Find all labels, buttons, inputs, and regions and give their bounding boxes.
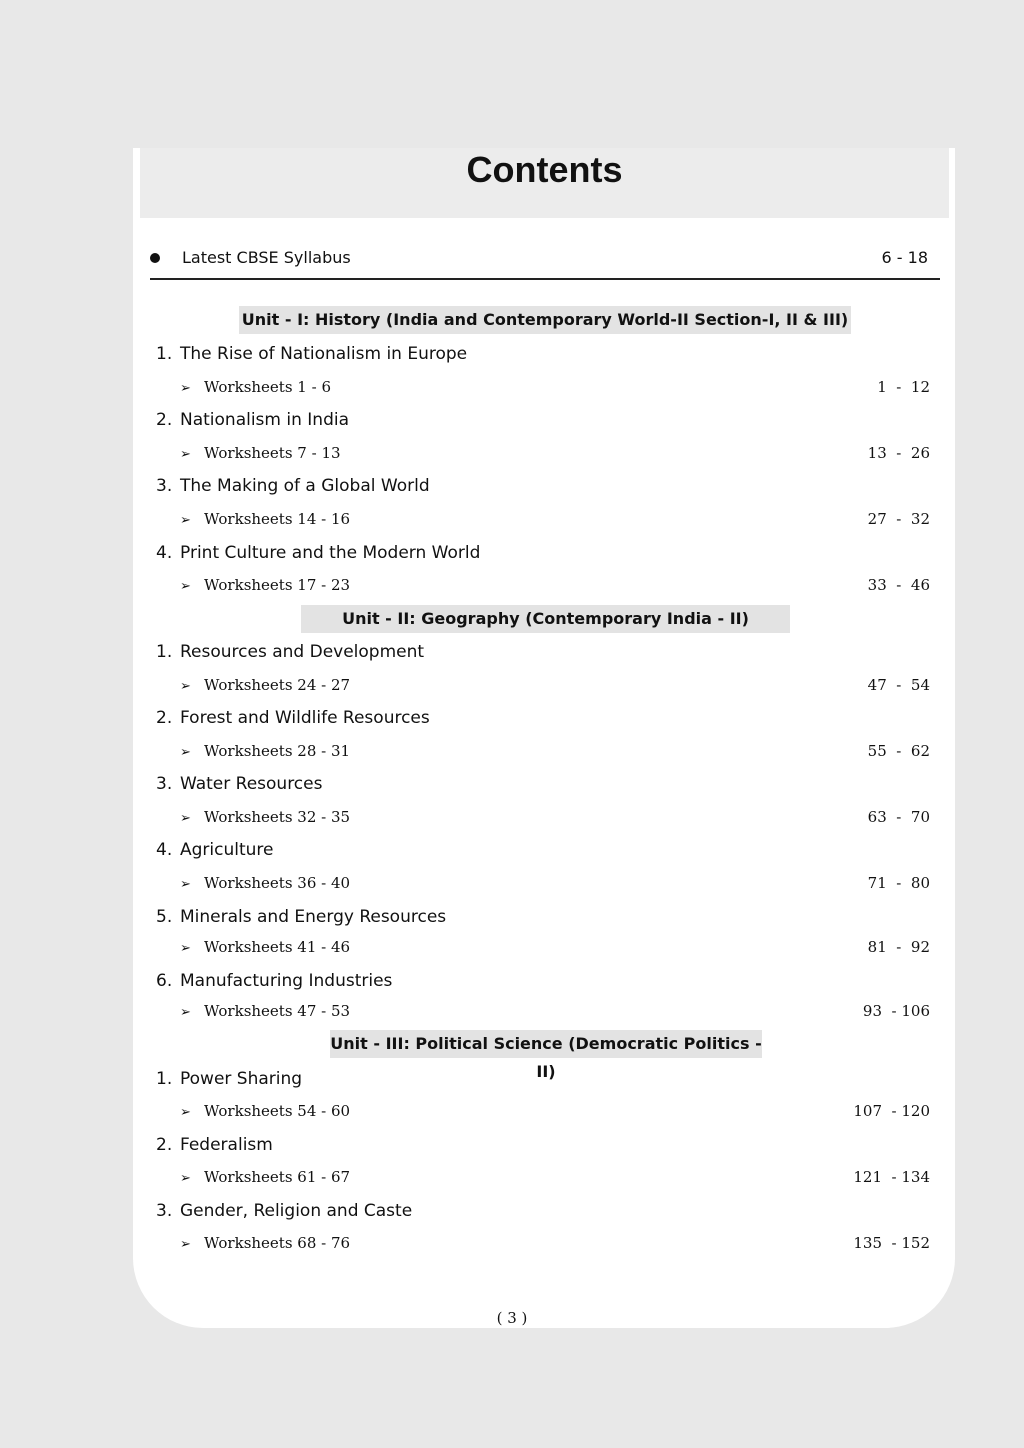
worksheet-row: ➢ Worksheets 36 - 40 71 - 80 xyxy=(180,874,930,892)
chapter-title: 3. Water Resources xyxy=(156,774,323,794)
arrow-bullet-icon: ➢ xyxy=(180,941,191,956)
syllabus-label: Latest CBSE Syllabus xyxy=(182,248,351,267)
worksheet-row: ➢ Worksheets 1 - 6 1 - 12 xyxy=(180,378,930,396)
chapter-title: 4. Agriculture xyxy=(156,840,274,860)
arrow-bullet-icon: ➢ xyxy=(180,1237,191,1252)
chapter-title: 2. Federalism xyxy=(156,1135,273,1155)
syllabus-pages: 6 - 18 xyxy=(881,248,928,267)
chapter-title: 1. The Rise of Nationalism in Europe xyxy=(156,344,468,364)
chapter-title: 1. Resources and Development xyxy=(156,642,425,662)
unit-heading: Unit - III: Political Science (Democratic Politics - II) xyxy=(330,1030,762,1058)
worksheet-row: ➢ Worksheets 54 - 60 107 - 120 xyxy=(180,1102,930,1120)
arrow-bullet-icon: ➢ xyxy=(180,745,191,760)
arrow-bullet-icon: ➢ xyxy=(180,679,191,694)
worksheet-row: ➢ Worksheets 47 - 53 93 - 106 xyxy=(180,1002,930,1020)
page-title: Contents xyxy=(466,149,623,190)
arrow-bullet-icon: ➢ xyxy=(180,1171,191,1186)
worksheet-row: ➢ Worksheets 32 - 35 63 - 70 xyxy=(180,808,930,826)
chapter-title: 5. Minerals and Energy Resources xyxy=(156,907,447,927)
worksheet-row: ➢ Worksheets 28 - 31 55 - 62 xyxy=(180,742,930,760)
arrow-bullet-icon: ➢ xyxy=(180,1105,191,1120)
worksheet-row: ➢ Worksheets 7 - 13 13 - 26 xyxy=(180,444,930,462)
chapter-title: 3. Gender, Religion and Caste xyxy=(156,1201,413,1221)
unit-heading: Unit - II: Geography (Contemporary India - II) xyxy=(301,605,790,633)
arrow-bullet-icon: ➢ xyxy=(180,877,191,892)
syllabus-row xyxy=(150,244,940,280)
worksheet-row: ➢ Worksheets 24 - 27 47 - 54 xyxy=(180,676,930,694)
arrow-bullet-icon: ➢ xyxy=(180,579,191,594)
bullet-icon xyxy=(150,253,160,263)
arrow-bullet-icon: ➢ xyxy=(180,1005,191,1020)
page-number: ( 3 ) xyxy=(496,1309,528,1327)
worksheet-row: ➢ Worksheets 17 - 23 33 - 46 xyxy=(180,576,930,594)
worksheet-row: ➢ Worksheets 14 - 16 27 - 32 xyxy=(180,510,930,528)
chapter-title: 4. Print Culture and the Modern World xyxy=(156,543,481,563)
chapter-title: 2. Forest and Wildlife Resources xyxy=(156,708,430,728)
chapter-title: 6. Manufacturing Industries xyxy=(156,971,393,991)
worksheet-row: ➢ Worksheets 61 - 67 121 - 134 xyxy=(180,1168,930,1186)
arrow-bullet-icon: ➢ xyxy=(180,447,191,462)
worksheet-row: ➢ Worksheets 68 - 76 135 - 152 xyxy=(180,1234,930,1252)
arrow-bullet-icon: ➢ xyxy=(180,381,191,396)
worksheet-row: ➢ Worksheets 41 - 46 81 - 92 xyxy=(180,938,930,956)
chapter-title: 1. Power Sharing xyxy=(156,1069,303,1089)
chapter-title: 2. Nationalism in India xyxy=(156,410,350,430)
arrow-bullet-icon: ➢ xyxy=(180,811,191,826)
unit-heading: Unit - I: History (India and Contemporary World-II Section-I, II & III) xyxy=(239,306,851,334)
chapter-title: 3. The Making of a Global World xyxy=(156,476,430,496)
arrow-bullet-icon: ➢ xyxy=(180,513,191,528)
